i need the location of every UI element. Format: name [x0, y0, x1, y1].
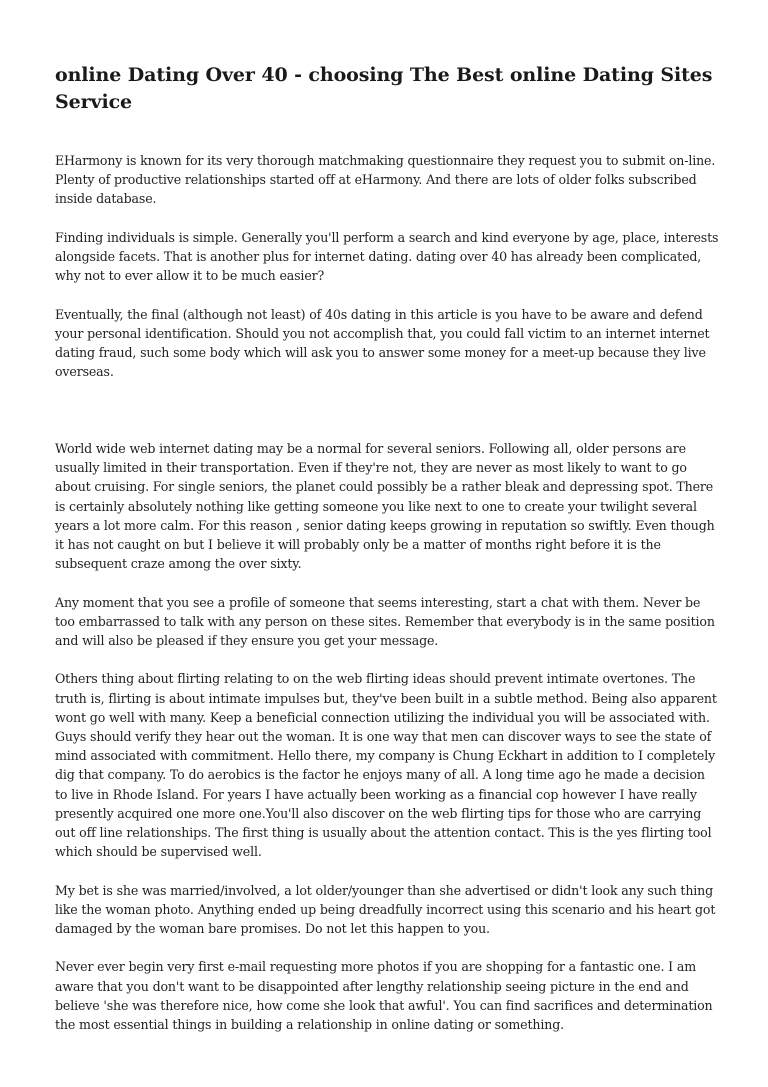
- article-body: [55, 151, 719, 1053]
- page-title: online Dating Over 40 - choosing The Best online Dating Sites Service: [55, 64, 713, 113]
- paragraph: World wide web internet dating may be a normal for several seniors. Following all, older persons are usually limited in their transportation. Even if they're not, they are never as most likely to want to go about cruising. For single seniors, the planet could possibly be a rather bleak and depressing spot. There is certainly absolutely nothing like getting someone you like next to one to create your twilight several years a lot more calm. For this reason , senior dating keeps growing in reputation so swiftly. Even though it has not caught on but I believe it will probably only be a matter of months right before it is the subsequent craze among the over sixty.: [55, 441, 715, 572]
- paragraph: Any moment that you see a profile of someone that seems interesting, start a chat with them. Never be too embarrassed to talk with any person on these sites. Remember that everybody is in the same position and will also be pleased if they ensure you get your message.: [55, 594, 715, 649]
- paragraph: Never ever begin very first e-mail requesting more photos if you are shopping for a fantastic one. I am aware that you don't want to be disappointed after lengthy relationship seeing picture in the end and believe 'she was therefore nice, how come she look that awful'. You can find sacrifices and determination the most essential things in building a relationship in online dating or something.: [55, 959, 713, 1033]
- paragraph: EHarmony is known for its very thorough matchmaking questionnaire they request you to submit on-line. Plenty of productive relationships started off at eHarmony. And there are lots of older folks subscribed inside database.: [55, 153, 716, 207]
- paragraph: Others thing about flirting relating to on the web flirting ideas should prevent intimate overtones. The truth is, flirting is about intimate impulses but, they've been built in a subtle method. Being also apparent wont go well with many. Keep a beneficial connection utilizing the individual you will be associated with. Guys should verify they hear out the woman. It is one way that men can discover ways to see the state of mind associated with commitment. Hello there, my company is Chung Eckhart in addition to I completely dig that company. To do aerobics is the factor he enjoys many of all. A long time ago he made a decision to live in Rhode Island. For years I have actually been working as a financial cop however I have really presently acquired one more one.You'll also discover on the web flirting tips for those who are carrying out off line relationships. The first thing is usually about the attention contact. This is the yes flirting tool which should be supervised well.: [55, 671, 717, 860]
- paragraph: Finding individuals is simple. Generally you'll perform a search and kind everyone by age, place, interests alongside facets. That is another plus for internet dating. dating over 40 has already been complicated, why not to ever allow it to be much easier?: [55, 229, 719, 284]
- paragraph: Eventually, the final (although not least) of 40s dating in this article is you have to be aware and defend your personal identification. Should you not accomplish that, you could fall victim to an internet internet dating fraud, such some body which will ask you to answer some money for a meet-up because they live overseas.: [55, 306, 710, 380]
- paragraph: My bet is she was married/involved, a lot older/younger than she advertised or didn't look any such thing like the woman photo. Anything ended up being dreadfully incorrect using this scenario and his heart got damaged by the woman bare promises. Do not let this happen to you.: [55, 882, 716, 937]
